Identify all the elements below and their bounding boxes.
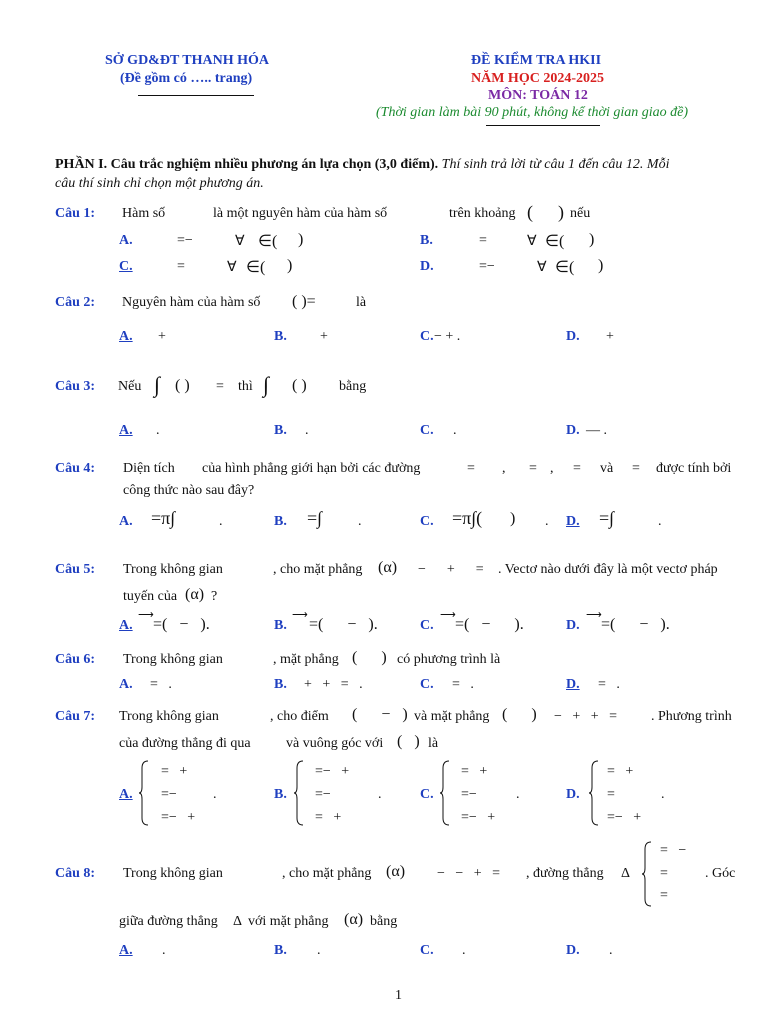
q1-option-b-close: ) (589, 231, 595, 248)
q8-line2-b: với mặt phẳng (248, 914, 329, 929)
q1-stem-d: nếu (570, 206, 591, 221)
q6-option-c-expr: = . (452, 677, 474, 692)
department-name: SỞ GD&ĐT THANH HÓA (105, 53, 270, 68)
q8-option-d-label[interactable]: D. (566, 943, 580, 958)
q5-option-c-expr: =( − ). (455, 616, 524, 633)
q4-option-c-label[interactable]: C. (420, 514, 434, 529)
q7-point: ( − ) (352, 706, 408, 723)
q7-plane-paren-2: ( ) (397, 733, 420, 750)
q7-option-a-brace (138, 760, 150, 826)
q2-option-b-label[interactable]: B. (274, 329, 287, 344)
q3-option-a-label[interactable]: A. (119, 423, 133, 438)
q7-option-b-line3: = + (315, 810, 342, 825)
q8-system-line2: = (660, 866, 668, 881)
q3-option-c-label[interactable]: C. (420, 423, 434, 438)
q3-if: Nếu (118, 379, 142, 394)
q6-option-b-label[interactable]: B. (274, 677, 287, 692)
q8-option-b-label[interactable]: B. (274, 943, 287, 958)
q8-system-line3: = (660, 888, 668, 903)
q7-line2-b: và vuông góc với (286, 736, 384, 751)
q1-option-d-close: ) (598, 257, 604, 274)
question-2-number: Câu 2: (55, 295, 96, 310)
q4-option-b-expr: =∫ (307, 508, 323, 528)
q1-option-b-forall: ∀ (527, 234, 537, 249)
q3-equals: = (216, 379, 224, 394)
q8-stem-d: . Góc (705, 866, 736, 881)
q2-stem: Nguyên hàm của hàm số (122, 295, 261, 310)
q8-stem-b: , cho mặt phẳng (282, 866, 372, 881)
q3-option-d-expr: — . (586, 423, 607, 438)
q4-option-c-close: ) (510, 510, 516, 527)
q2-option-d-expr: + (606, 329, 614, 344)
q6-option-d-label[interactable]: D. (566, 677, 580, 692)
q1-paren-close: ) (558, 202, 564, 222)
question-8-number: Câu 8: (55, 866, 96, 881)
q7-option-b-label[interactable]: B. (274, 787, 287, 802)
q7-option-d-line3: =− + (607, 810, 642, 825)
q8-option-c-label[interactable]: C. (420, 943, 434, 958)
q8-alpha: (α) (386, 863, 406, 880)
q1-option-b-label[interactable]: B. (420, 233, 433, 248)
q3-paren-2: ( ) (292, 377, 307, 394)
q1-option-c-eq: = (177, 259, 185, 274)
q4-and: và (600, 461, 614, 476)
q4-stem-c: được tính bởi (656, 461, 732, 476)
q6-stem-a: Trong không gian (123, 652, 223, 667)
q1-option-d-in: ∈( (555, 259, 575, 276)
q4-option-a-label[interactable]: A. (119, 514, 133, 529)
q5-option-d-expr: =( − ). (601, 616, 670, 633)
q3-option-b-label[interactable]: B. (274, 423, 287, 438)
q1-stem-a: Hàm số (122, 206, 166, 221)
q7-stem-d: . Phương trình (651, 709, 732, 724)
q6-option-a-expr: = . (150, 677, 172, 692)
q2-option-d-label[interactable]: D. (566, 329, 580, 344)
q5-question-mark: ? (211, 589, 218, 604)
q8-line2-c: bằng (370, 914, 398, 929)
q4-eq-4: = (632, 461, 640, 476)
q1-option-d-eq: =− (479, 259, 495, 274)
q8-system-line1: = − (660, 843, 687, 858)
q5-option-b-expr: =( − ). (309, 616, 378, 633)
q8-plane-ops: − − + = (437, 866, 501, 881)
q3-paren-1: ( ) (175, 377, 190, 394)
q5-stem-c: . Vectơ nào dưới đây là một vectơ pháp (498, 562, 718, 577)
q1-option-c-in: ∈( (246, 259, 266, 276)
q6-option-b-expr: + + = . (304, 677, 363, 692)
question-3-number: Câu 3: (55, 379, 96, 394)
q5-line2: tuyến của (123, 589, 178, 604)
q8-option-c-expr: . (462, 943, 466, 958)
q4-eq-2: = (529, 461, 537, 476)
q7-option-d-line2: = (607, 787, 615, 802)
q1-stem-c: trên khoảng (449, 206, 516, 221)
q1-option-a-close: ) (298, 231, 304, 248)
q3-integral-2: ∫ (263, 372, 270, 397)
q7-option-a-line2: =− (161, 787, 177, 802)
q7-option-a-line1: = + (161, 764, 188, 779)
time-note: (Thời gian làm bài 90 phút, không kể thời gian giao đề) (376, 105, 689, 120)
q6-plane-paren: ( ) (352, 649, 387, 666)
q5-option-d-vector-arrow: ⟶ (586, 609, 602, 621)
q2-stem-end: là (356, 295, 367, 310)
q1-option-c-forall: ∀ (227, 260, 237, 275)
q8-stem-a: Trong không gian (123, 866, 223, 881)
q5-option-c-vector-arrow: ⟶ (440, 609, 456, 621)
q7-option-d-line1: = + (607, 764, 634, 779)
q7-line2-c: là (428, 736, 439, 751)
q4-stem-a: Diện tích (123, 461, 175, 476)
q1-option-d-label[interactable]: D. (420, 259, 434, 274)
part1-instructions-line2: câu thí sinh chỉ chọn một phương án. (55, 176, 264, 191)
q5-option-c-label[interactable]: C. (420, 618, 434, 633)
q5-plane-ops: − + = (418, 562, 484, 577)
q7-plane-paren: ( ) (502, 706, 537, 723)
q7-line2-a: của đường thẳng đi qua (119, 736, 251, 751)
q4-option-a-dot: . (219, 514, 223, 529)
q2-function: ( )= (292, 293, 316, 310)
q5-option-d-label[interactable]: D. (566, 618, 580, 633)
q7-stem-a: Trong không gian (119, 709, 219, 724)
q8-system-brace (641, 841, 653, 907)
q7-option-b-brace (293, 760, 305, 826)
page-number: 1 (395, 988, 402, 1003)
q5-stem-b: , cho mặt phẳng (273, 562, 363, 577)
q7-plane-ops: − + + = (554, 709, 618, 724)
question-1-number: Câu 1: (55, 206, 96, 221)
q8-option-d-expr: . (609, 943, 613, 958)
q7-option-a-label[interactable]: A. (119, 787, 133, 802)
question-7-number: Câu 7: (55, 709, 96, 724)
q4-eq-1: = (467, 461, 475, 476)
subject: MÔN: TOÁN 12 (488, 88, 588, 103)
q1-option-a-forall: ∀ (235, 234, 245, 249)
q8-stem-c: , đường thẳng (526, 866, 604, 881)
q4-eq-3: = (573, 461, 581, 476)
q1-option-b-eq: = (479, 233, 487, 248)
q3-option-b-expr: . (305, 423, 309, 438)
q1-option-a-label[interactable]: A. (119, 233, 133, 248)
q3-option-a-expr: . (156, 423, 160, 438)
q1-option-c-close: ) (287, 257, 293, 274)
q5-option-b-vector-arrow: ⟶ (292, 609, 308, 621)
question-6-number: Câu 6: (55, 652, 96, 667)
q8-line2-delta: Δ (233, 914, 243, 929)
q3-stem-end: bằng (339, 379, 367, 394)
q7-option-a-dot: . (213, 787, 217, 802)
q7-option-b-line2: =− (315, 787, 331, 802)
q3-then: thì (238, 379, 253, 394)
part1-heading (55, 157, 669, 173)
q7-option-c-brace (439, 760, 451, 826)
q4-option-b-dot: . (358, 514, 362, 529)
q4-option-d-label[interactable]: D. (566, 514, 580, 529)
q4-option-a-expr: =π∫ (151, 508, 176, 528)
q5-alpha-2: (α) (185, 586, 205, 603)
q1-option-c-label[interactable]: C. (119, 259, 133, 274)
q7-option-d-brace (588, 760, 600, 826)
q3-integral-1: ∫ (154, 372, 161, 397)
q4-option-b-label[interactable]: B. (274, 514, 287, 529)
q8-option-a-label[interactable]: A. (119, 943, 133, 958)
q3-option-c-expr: . (453, 423, 457, 438)
part1-instructions: Thí sinh trả lời từ câu 1 đến câu 12. Mỗi (438, 157, 670, 172)
q2-option-a-label[interactable]: A. (119, 329, 133, 344)
q6-option-a-label[interactable]: A. (119, 677, 133, 692)
exam-title: ĐỀ KIỂM TRA HKII (471, 53, 602, 68)
q4-option-d-dot: . (658, 514, 662, 529)
q3-option-d-label[interactable]: D. (566, 423, 580, 438)
q7-option-c-line1: = + (461, 764, 488, 779)
q4-option-c-expr: =π∫( (452, 508, 483, 528)
q5-option-a-expr: =( − ). (153, 616, 210, 633)
question-4-number: Câu 4: (55, 461, 96, 476)
q4-comma-2: , (550, 461, 554, 476)
q1-option-d-forall: ∀ (537, 260, 547, 275)
q7-stem-b: , cho điểm (270, 709, 329, 724)
q6-stem-c: có phương trình là (397, 652, 501, 667)
q8-option-b-expr: . (317, 943, 321, 958)
q4-stem-line2: công thức nào sau đây? (123, 483, 255, 498)
q1-option-a-eq: =− (177, 233, 193, 248)
q7-option-d-label[interactable]: D. (566, 787, 580, 802)
q7-option-a-line3: =− + (161, 810, 196, 825)
q8-option-a-expr: . (162, 943, 166, 958)
q1-option-a-in: ∈( (258, 233, 278, 250)
q4-comma-1: , (502, 461, 506, 476)
part1-title: PHẦN I. Câu trắc nghiệm nhiều phương án lựa chọn (3,0 điểm). (55, 157, 439, 172)
header-divider-right (486, 125, 600, 126)
q7-option-c-label[interactable]: C. (420, 787, 434, 802)
q6-stem-b: , mặt phẳng (273, 652, 339, 667)
q1-option-b-in: ∈( (545, 233, 565, 250)
q4-stem-b: của hình phẳng giới hạn bởi các đường (202, 461, 421, 476)
q5-option-b-label[interactable]: B. (274, 618, 287, 633)
q7-option-b-line1: =− + (315, 764, 350, 779)
q4-option-c-dot: . (545, 514, 549, 529)
q8-delta: Δ (621, 866, 631, 881)
q6-option-c-label[interactable]: C. (420, 677, 434, 692)
q2-option-c-label[interactable]: C. (420, 329, 434, 344)
q5-option-a-label[interactable]: A. (119, 618, 133, 633)
school-year: NĂM HỌC 2024-2025 (471, 71, 604, 86)
q7-option-b-dot: . (378, 787, 382, 802)
q7-option-c-line2: =− (461, 787, 477, 802)
q5-option-a-vector-arrow: ⟶ (138, 609, 154, 621)
page-count-note: (Đề gồm có ….. trang) (120, 71, 253, 86)
q8-alpha-2: (α) (344, 911, 364, 928)
q7-option-d-dot: . (661, 787, 665, 802)
q1-paren-open: ( (527, 202, 533, 222)
q7-option-c-dot: . (516, 787, 520, 802)
q2-option-b-expr: + (320, 329, 328, 344)
q7-stem-c: và mặt phẳng (414, 709, 490, 724)
q8-line2-a: giữa đường thẳng (119, 914, 218, 929)
header-divider-left (138, 95, 254, 96)
q5-stem-a: Trong không gian (123, 562, 223, 577)
q4-option-d-expr: =∫ (599, 508, 615, 528)
q2-option-a-expr: + (158, 329, 166, 344)
q7-option-c-line3: =− + (461, 810, 496, 825)
q5-alpha: (α) (378, 559, 398, 576)
q2-option-c-expr: − + . (434, 329, 461, 344)
q6-option-d-expr: = . (598, 677, 620, 692)
question-5-number: Câu 5: (55, 562, 96, 577)
q1-stem-b: là một nguyên hàm của hàm số (213, 206, 388, 221)
